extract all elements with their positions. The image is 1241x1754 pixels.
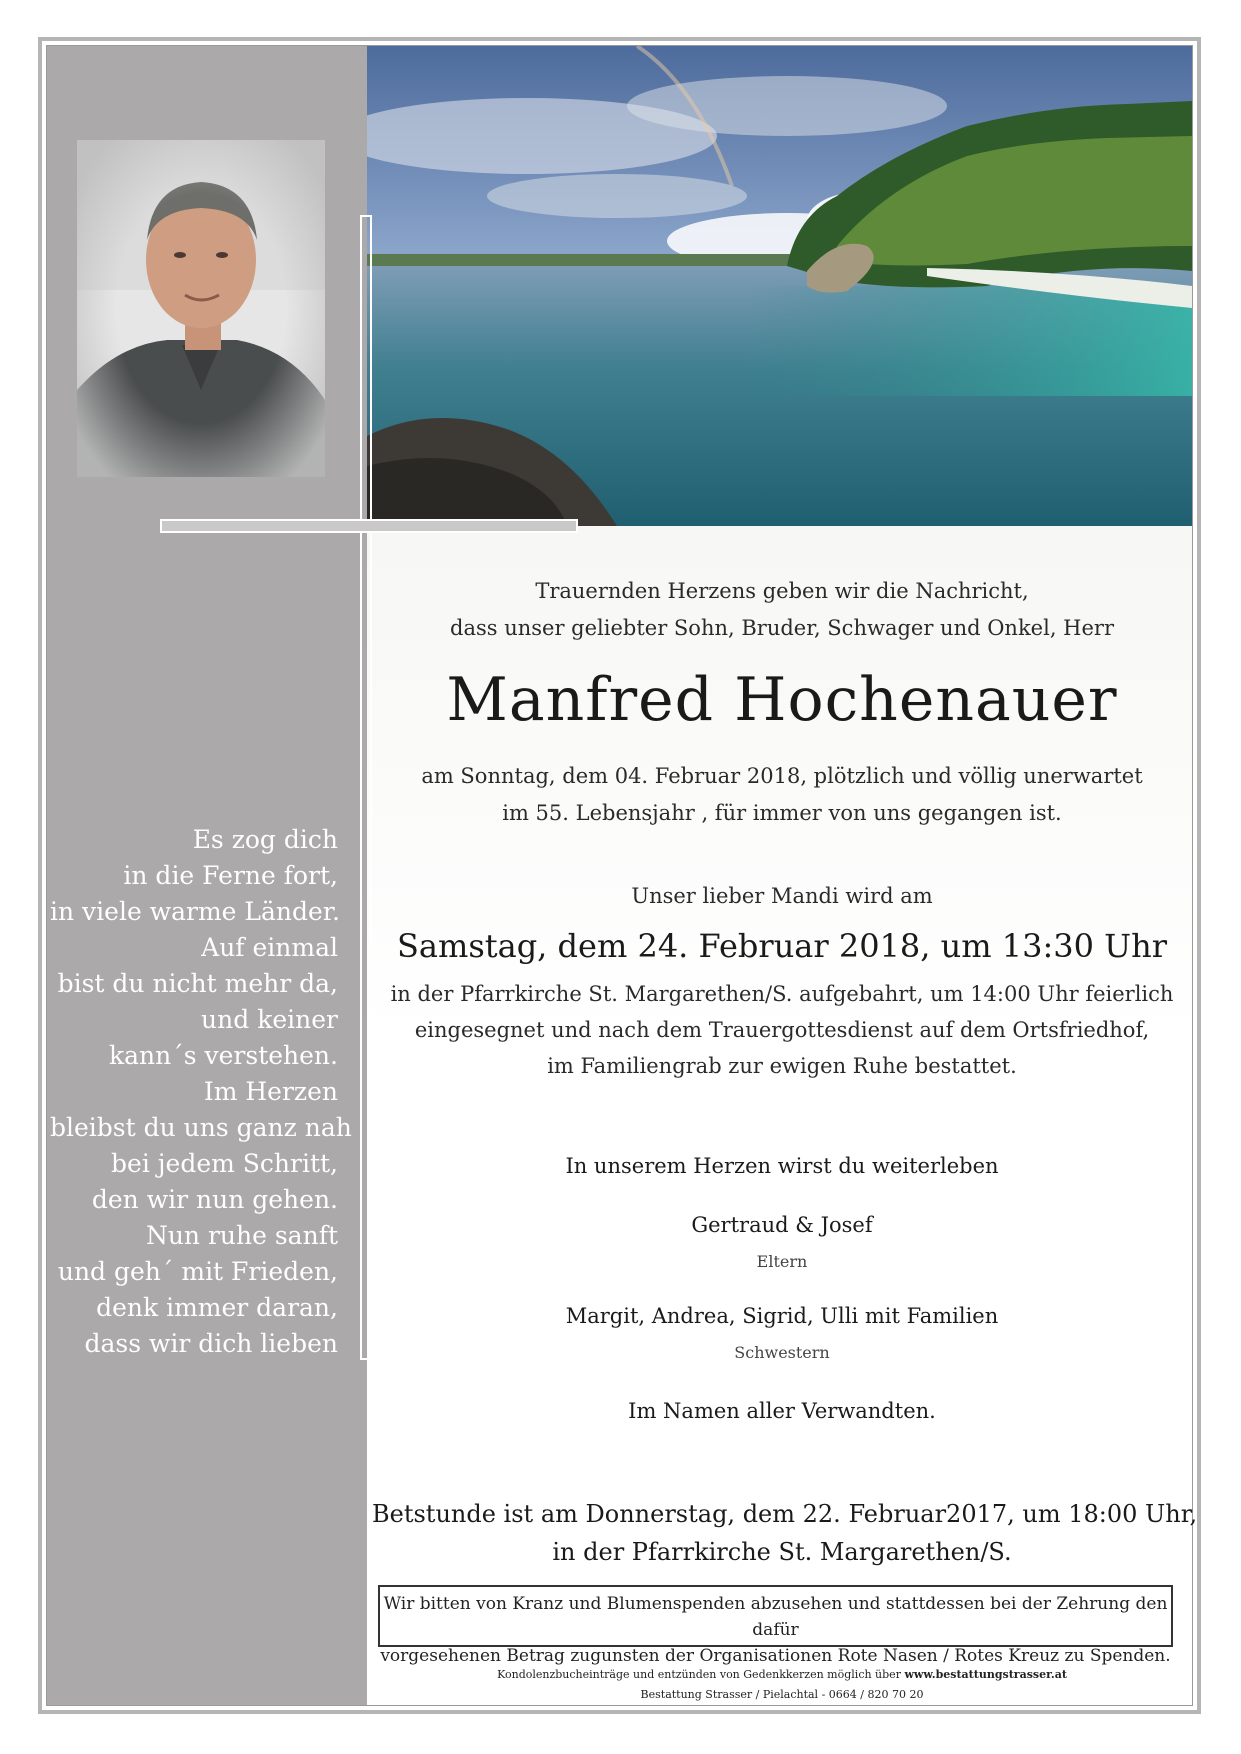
sisters-names: Margit, Andrea, Sigrid, Ulli mit Familien <box>565 1304 999 1328</box>
poem-line: Im Herzen <box>203 1077 338 1106</box>
portrait-vignette <box>77 140 325 477</box>
intro-line-2: dass unser geliebter Sohn, Bruder, Schwager und Onkel, Herr <box>450 616 1114 640</box>
funeral-line-2: eingesegnet und nach dem Trauergottesdienst auf dem Ortsfriedhof, <box>414 1018 1150 1042</box>
cross-vertical-bar <box>360 215 372 1360</box>
notice-line-2: vorgesehenen Betrag zugunsten der Organisationen Rote Nasen / Rotes Kreuz zu Spenden. <box>380 1646 1171 1666</box>
deceased-name: Manfred Hochenauer <box>446 665 1118 735</box>
condolence-footer <box>372 1665 1192 1685</box>
sisters-label: Schwestern <box>734 1343 830 1362</box>
poem-line: und keiner <box>201 1005 338 1034</box>
poem-line: den wir nun gehen. <box>91 1185 338 1214</box>
poem-line: in viele warme Länder. <box>50 897 340 926</box>
poem-line: bist du nicht mehr da, <box>57 969 338 998</box>
footer-text: Kondolenzbucheinträge und entzünden von Gedenkkerzen möglich über <box>497 1668 901 1681</box>
death-details <box>372 758 1192 832</box>
funeral-intro: Unser lieber Mandi wird am <box>631 884 933 908</box>
mourners-heading: In unserem Herzen wirst du weiterleben <box>565 1154 999 1178</box>
company-footer: Bestattung Strasser / Pielachtal - 0664 / 820 70 20 <box>640 1688 924 1701</box>
poem-line: Es zog dich <box>192 825 338 854</box>
poem-line: bleibst du uns ganz nah <box>50 1113 352 1142</box>
poem-line: Auf einmal <box>201 933 338 962</box>
poem-line: dass wir dich lieben <box>84 1329 338 1358</box>
poem-line: denk immer daran, <box>96 1293 338 1322</box>
relatives-closing: Im Namen aller Verwandten. <box>628 1399 936 1423</box>
death-line-1: am Sonntag, dem 04. Februar 2018, plötzlich und völlig unerwartet <box>421 764 1143 788</box>
parents-names: Gertraud & Josef <box>691 1213 873 1237</box>
death-line-2: im 55. Lebensjahr , für immer von uns gegangen ist. <box>502 801 1062 825</box>
poem-line: Nun ruhe sanft <box>145 1221 338 1250</box>
cross-horizontal-bar <box>160 519 578 533</box>
funeral-line-1: in der Pfarrkirche St. Margarethen/S. aufgebahrt, um 14:00 Uhr feierlich <box>390 982 1174 1006</box>
prayer-line-1: Betstunde ist am Donnerstag, dem 22. Februar2017, um 18:00 Uhr, <box>372 1500 1198 1528</box>
memorial-poem <box>50 822 352 1362</box>
portrait-photo <box>77 140 325 477</box>
announcement-intro <box>372 573 1192 647</box>
funeral-details <box>372 976 1192 1084</box>
prayer-hour <box>372 1495 1198 1571</box>
funeral-line-3: im Familiengrab zur ewigen Ruhe bestattet. <box>547 1054 1017 1078</box>
footer-website-link[interactable]: www.bestattungstrasser.at <box>904 1668 1067 1681</box>
landscape-photo <box>367 46 1192 526</box>
poem-line: kann´s verstehen. <box>108 1041 338 1070</box>
prayer-line-2: in der Pfarrkirche St. Margarethen/S. <box>552 1538 1012 1566</box>
parents-label: Eltern <box>756 1252 808 1271</box>
funeral-date: Samstag, dem 24. Februar 2018, um 13:30 Uhr <box>396 927 1168 965</box>
notice-line-1: Wir bitten von Kranz und Blumenspenden abzusehen und stattdessen bei der Zehrung den dafür <box>383 1594 1168 1640</box>
donation-notice <box>378 1585 1173 1666</box>
poem-line: bei jedem Schritt, <box>111 1149 338 1178</box>
poem-line: in die Ferne fort, <box>123 861 338 890</box>
poem-line: und geh´ mit Frieden, <box>57 1257 338 1286</box>
intro-line-1: Trauernden Herzens geben wir die Nachricht, <box>535 579 1029 603</box>
lake-landscape-image <box>367 46 1192 526</box>
